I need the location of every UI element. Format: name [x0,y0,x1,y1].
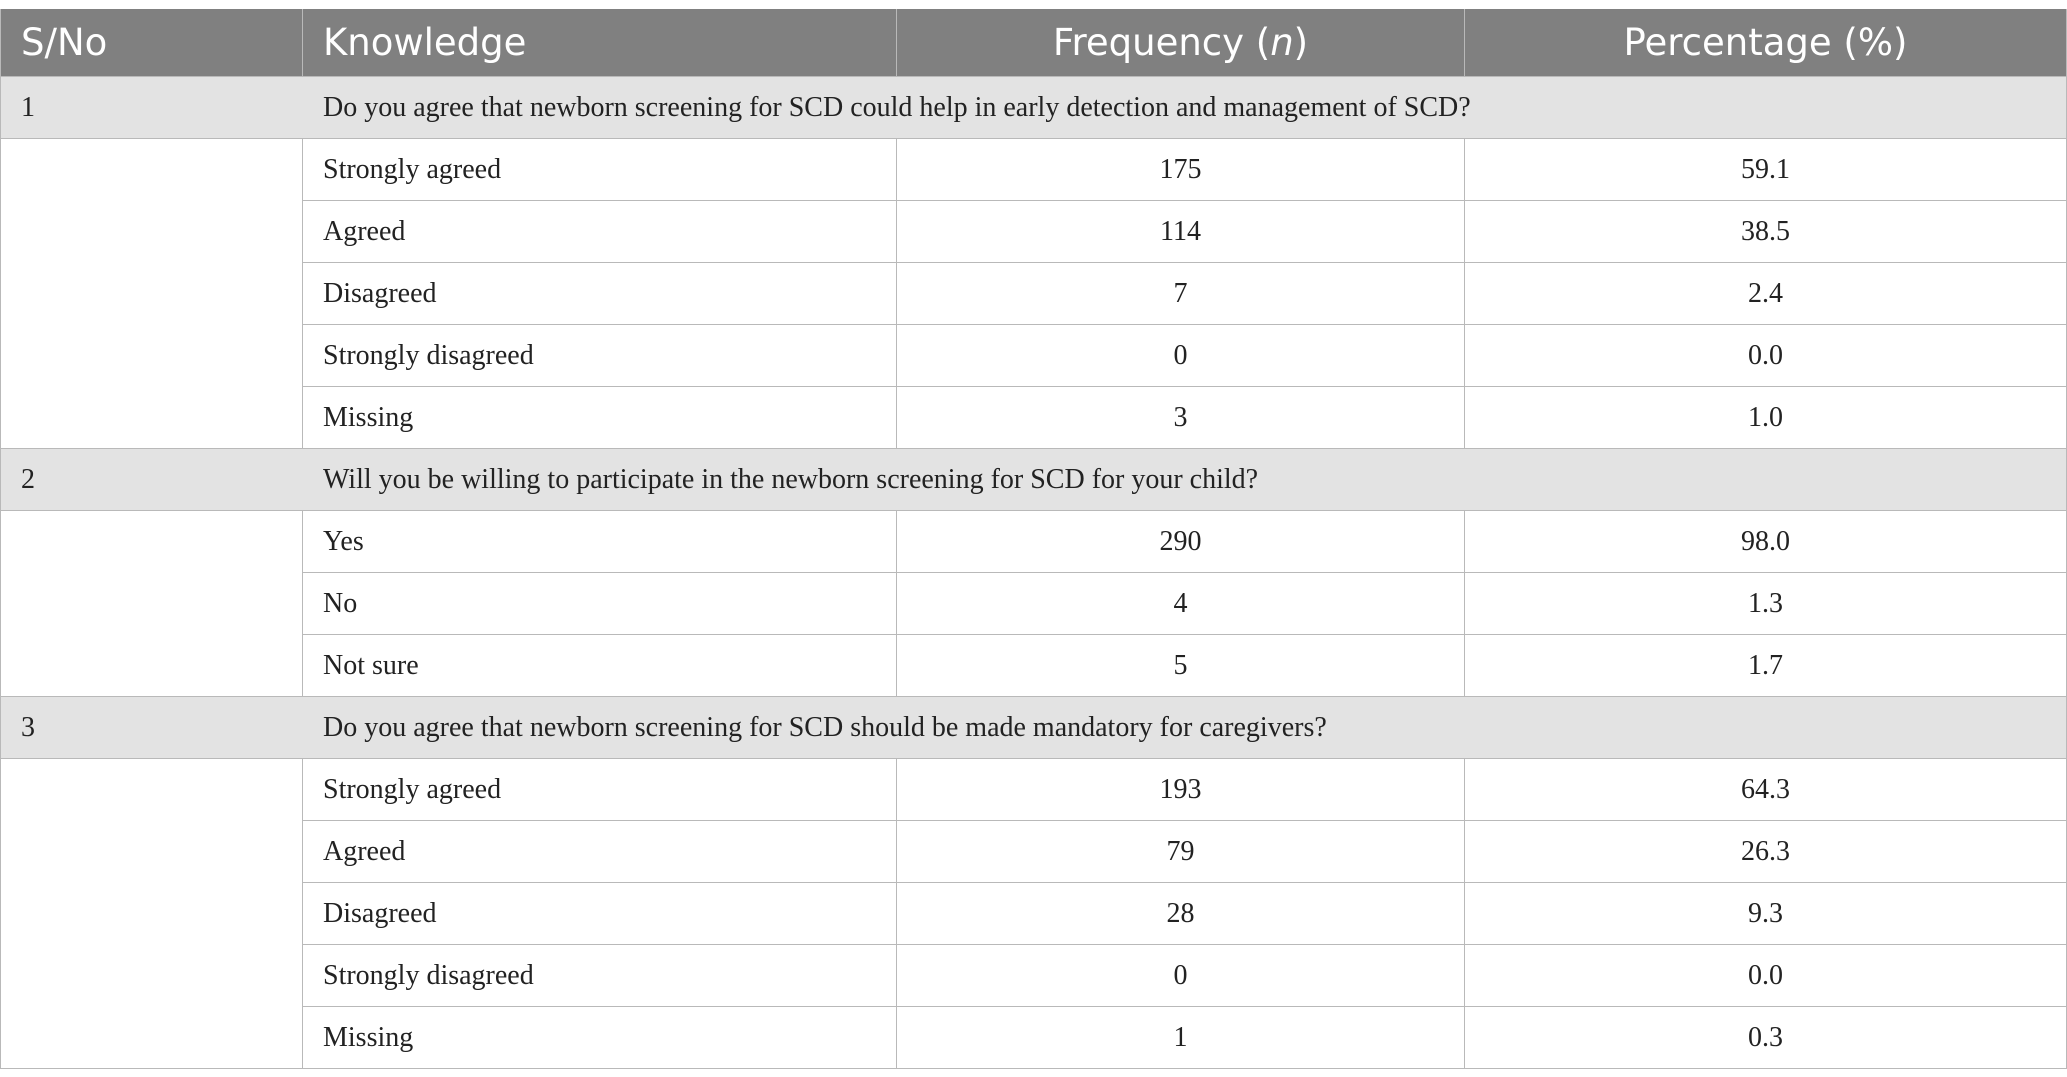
blank-cell [1,325,303,387]
table-row [1,201,2067,263]
header-knowledge: Knowledge [303,9,897,77]
blank-cell [1,821,303,883]
question-text: Will you be willing to participate in the newborn screening for SCD for your child? [303,449,2067,511]
table-row [1,263,2067,325]
answer-label: Strongly disagreed [303,325,897,387]
header-percentage: Percentage (%) [1465,9,2067,77]
percentage-value: 1.7 [1465,635,2067,697]
blank-cell [1,759,303,821]
percentage-value: 1.0 [1465,387,2067,449]
percentage-value: 0.0 [1465,945,2067,1007]
question-text: Do you agree that newborn screening for SCD could help in early detection and management of SCD? [303,77,2067,139]
header-frequency [897,9,1465,77]
answer-label: Yes [303,511,897,573]
percentage-value: 26.3 [1465,821,2067,883]
table-row [1,759,2067,821]
answer-label: Missing [303,387,897,449]
frequency-value: 290 [897,511,1465,573]
frequency-value: 175 [897,139,1465,201]
knowledge-table [0,9,2067,1069]
header-frequency-close: ) [1293,21,1309,64]
table-row [1,821,2067,883]
table-row [1,945,2067,1007]
answer-label: Strongly disagreed [303,945,897,1007]
question-number: 1 [1,77,303,139]
table-row [1,139,2067,201]
percentage-value: 1.3 [1465,573,2067,635]
blank-cell [1,139,303,201]
table-header-row [1,9,2067,77]
answer-label: Strongly agreed [303,759,897,821]
answer-label: Agreed [303,201,897,263]
answer-label: Missing [303,1007,897,1069]
blank-cell [1,511,303,573]
blank-cell [1,945,303,1007]
table-row [1,325,2067,387]
answer-label: No [303,573,897,635]
frequency-value: 0 [897,945,1465,1007]
header-sno: S/No [1,9,303,77]
table-row [1,635,2067,697]
blank-cell [1,263,303,325]
blank-cell [1,883,303,945]
question-row [1,697,2067,759]
percentage-value: 38.5 [1465,201,2067,263]
percentage-value: 64.3 [1465,759,2067,821]
answer-label: Disagreed [303,263,897,325]
table-row [1,883,2067,945]
frequency-value: 0 [897,325,1465,387]
blank-cell [1,635,303,697]
answer-label: Agreed [303,821,897,883]
frequency-value: 3 [897,387,1465,449]
question-number: 2 [1,449,303,511]
blank-cell [1,201,303,263]
percentage-value: 0.0 [1465,325,2067,387]
answer-label: Disagreed [303,883,897,945]
percentage-value: 0.3 [1465,1007,2067,1069]
percentage-value: 59.1 [1465,139,2067,201]
table-row [1,573,2067,635]
answer-label: Not sure [303,635,897,697]
frequency-value: 4 [897,573,1465,635]
frequency-value: 28 [897,883,1465,945]
frequency-value: 1 [897,1007,1465,1069]
percentage-value: 98.0 [1465,511,2067,573]
table-row [1,511,2067,573]
frequency-value: 114 [897,201,1465,263]
header-frequency-var: n [1270,21,1294,64]
blank-cell [1,573,303,635]
answer-label: Strongly agreed [303,139,897,201]
frequency-value: 79 [897,821,1465,883]
header-frequency-label: Frequency ( [1052,21,1271,64]
frequency-value: 193 [897,759,1465,821]
percentage-value: 9.3 [1465,883,2067,945]
question-row [1,77,2067,139]
blank-cell [1,387,303,449]
frequency-value: 7 [897,263,1465,325]
blank-cell [1,1007,303,1069]
question-number: 3 [1,697,303,759]
question-row [1,449,2067,511]
percentage-value: 2.4 [1465,263,2067,325]
table-row [1,387,2067,449]
question-text: Do you agree that newborn screening for SCD should be made mandatory for caregivers? [303,697,2067,759]
frequency-value: 5 [897,635,1465,697]
table-row [1,1007,2067,1069]
